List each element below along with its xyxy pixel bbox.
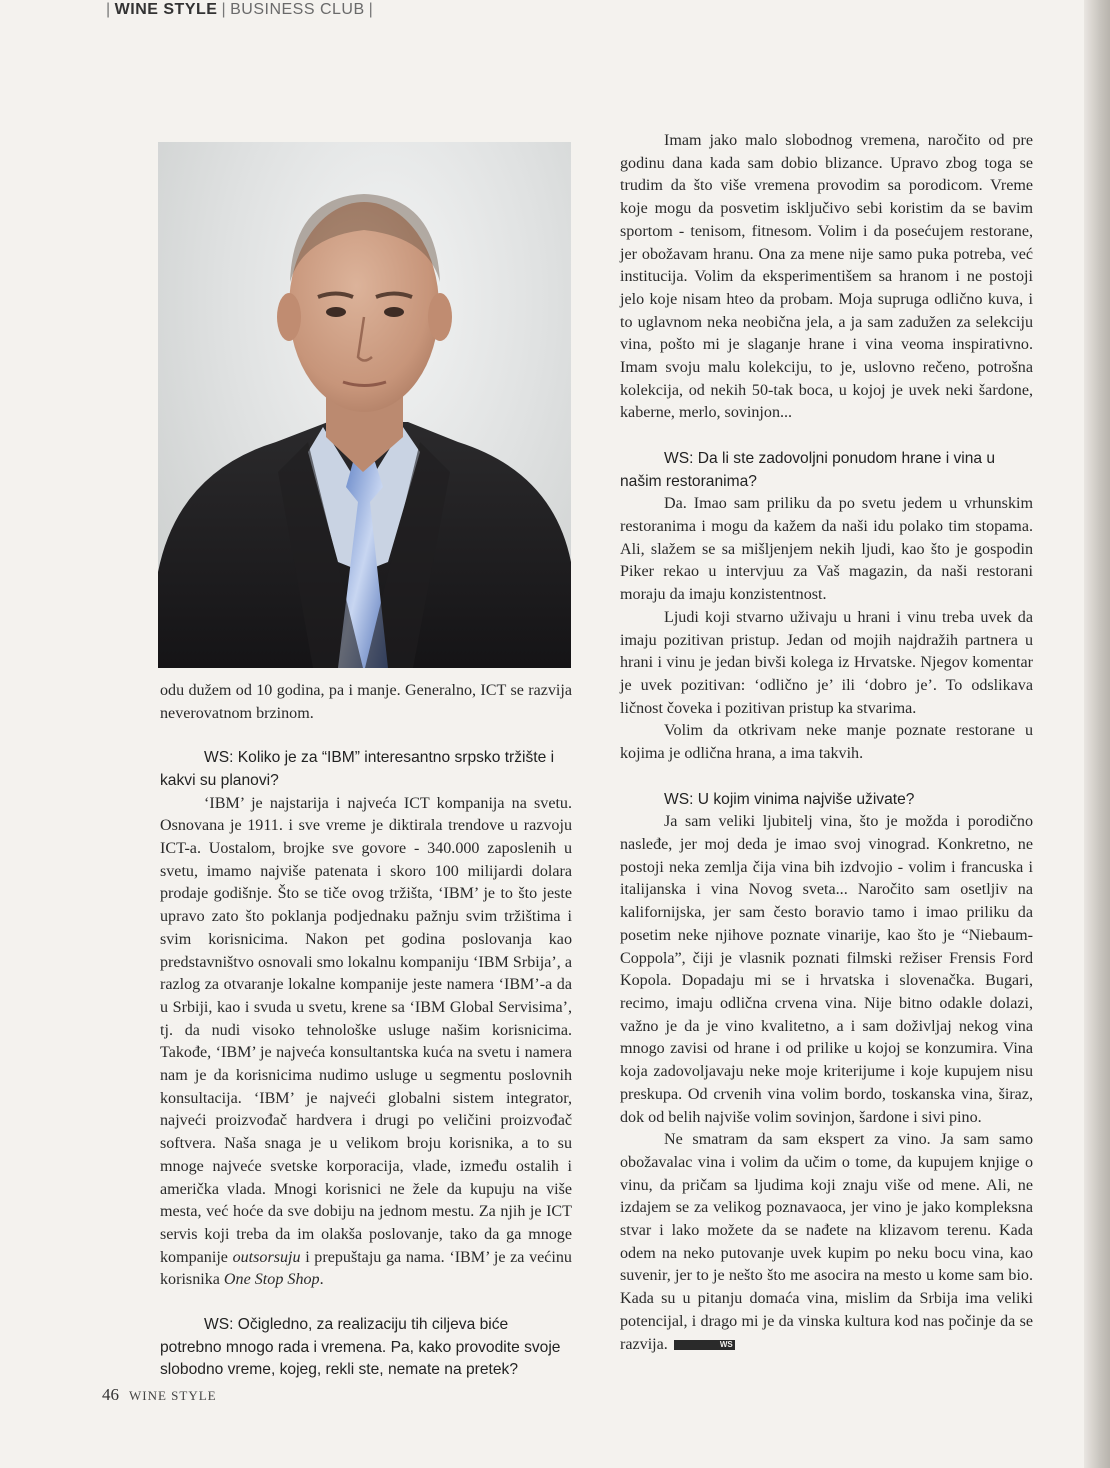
paragraph: Imam jako malo slobodnog vremena, naročito od pre godinu dana kada sam dobio blizance. Upravo zbog toga se trudim da što više vremena provodim sa porodicom. Vreme koje mogu da posvetim isključivo sebi koristim da se bavim sportom - tenisom, fitnesom. Volim i da posećujem restorane, jer obožavam hranu. Ona za mene nije samo puka potreba, već institucija. Volim da eksperimentišem sa hranom i ne postoji jelo koje nisam hteo da probam. Moja supruga odlično kuva, i to uglavnom neka neobična jela, a ja sam zadužen za selekciju vina, pošto mi je slaganje hrane i vina veoma inspirativno. Imam svoju malu kolekciju, to je, uslovno rečeno, potrošna kolekcija, od nekih 50-tak boca, u kojoj je uvek neki šardone, kaberne, merlo, sovinjon... <box>620 132 1033 422</box>
paragraph: Volim da otkrivam neke manje poznate restorane u kojima je odlična hrana, a ima takvih. <box>620 722 1033 763</box>
paragraph: Ljudi koji stvarno uživaju u hrani i vinu treba uvek da imaju pozitivan pristup. Jedan od mojih najdražih partnera u hrani i vinu je jedan bivši kolega iz Hrvatske. Njegov komentar je uvek pozitivan: ‘odlično je’ ili ‘dobro je’. To odslikava ličnost čoveka i pozitivan pristup ka stvarima. <box>620 608 1033 717</box>
page-footer <box>102 1385 217 1405</box>
paragraph: Ne smatram da sam ekspert za vino. Ja sam samo obožavalac vina i volim da učim o tome, da kupujem knjige o vinu, da pričam sa ljudima koji znaju više od mene. Ali, ne izdajem se za velikog poznavaoca, jer vino je jako kompleksna stvar i lako možete da se nađete na klizavom terenu. Kada odem na neko putovanje uvek kupim po neku bocu vina, kao suvenir, jer to je nešto što me asocira na mesto u kome sam bio. Kada su u pitanju domaća vina, mislim da Srbija ima veliki potencijal, i drago mi je da vinska kultura kod nas počinje da se razvija. WS <box>620 1131 1033 1353</box>
right-text-column <box>620 130 1033 1356</box>
paragraph: odu dužem od 10 godina, pa i manje. Generalno, ICT se razvija neverovatnom brzinom. <box>160 682 572 722</box>
paragraph: Da. Imao sam priliku da po svetu jedem u vrhunskim restoranima i mogu da kažem da naši idu polako tim stopama. Ali, slažem se sa mišljenjem nekih ljudi, kao što je gospodin Piker rekao u intervjuu za Vaš magazin, da naši restorani moraju da imaju konzistentnost. <box>620 495 1033 604</box>
page-edge-shadow <box>1084 0 1110 1468</box>
portrait-illustration <box>158 142 571 668</box>
end-mark-logo: WS <box>674 1340 735 1350</box>
paragraph: Ja sam veliki ljubitelj vina, što je možda i porodično nasleđe, jer moj deda je imao svoj vinograd. Konkretno, ne postoji neka zemlja čija vina bih izdvojio - volim i francuska i italijanska i vina Novog sveta... Naročito sam osetljiv na kalifornijska, jer sam često boravio tamo i imao priliku da posetim neke njihove poznate vinarije, kao što je “Niebaum-Coppola”, čiji je vlasnik poznati filmski režiser Frensis Ford Kopola. Dopadaju mi se i hrvatska i slovenačka. Bugari, recimo, imaju odlična crvena vina. Nije bitno odakle dolazi, važno je da je vino kvalitetno, a i sam doživljaj nekog vina mnogo zavisi od hrane i od prilike u kojoj se konzumira. Vina koja zadovoljavaju neke moje kriterijume i koje kupujem nisu preskupa. Od crvenih vina volim bordo, toskanska vina, širaz, dok od belih najviše volim sovinjon, šardone i sivi pino. <box>620 813 1033 1126</box>
interview-question: WS: Da li ste zadovoljni ponudom hrane i vina u našim restoranima? <box>620 450 996 490</box>
left-text-column <box>160 680 572 1382</box>
header-section: BUSINESS CLUB <box>230 1 365 18</box>
portrait-photo <box>158 142 571 668</box>
page-number: 46 <box>102 1385 119 1404</box>
header-brand: WINE STYLE <box>114 1 218 18</box>
paragraph: ‘IBM’ je najstarija i najveća ICT kompanija na svetu. Osnovana je 1911. i sve vreme je diktirala trendove u razvoju ICT-a. Uostalom, brojke sve govore - 340.000 zaposlenih u svetu, imamo najviše patenata i skoro 100 milijardi dolara prodaje godišnje. Što se tiče ovog tržišta, ‘IBM’ je to što jeste upravo zato što poklanja podjednaku pažnju svim tržištima i svim korisnicima. Nakon pet godina poslovanja kao predstavništvo osnovali smo lokalnu kompaniju ‘IBM Srbija’, a razlog za otvaranje lokalne kompanije jeste namera ‘IBM’-a da u Srbiji, kao i svuda u svetu, krene sa ‘IBM Global Servisima’, tj. da nudi visoko tehnološke usluge našim korisnicima. Takođe, ‘IBM’ je najveća konsultantska kuća na svetu i namera nam je da korisnicima nudimo usluge u segmentu poslovnih konsultacija. ‘IBM’ je najveći globalni sistem integrator, najveći proizvođač hardvera i drugi po veličini proizvođač softvera. Naša snaga je u velikom broju korisnika, a to su mnoge najveće svetske korporacija, vlade, između ostalih i američka vlada. Mnogi korisnici ne žele da kupuju na više mesta, već hoće da sve dobiju na jednom mestu. Za njih je ICT servis koji treba da im olakša poslovanje, tako da ga mnoge kompanije outsorsuju i prepuštaju ga nama. ‘IBM’ je za većinu korisnika One Stop Shop. <box>160 794 572 1289</box>
interview-question: WS: U kojim vinima najviše uživate? <box>664 790 915 808</box>
interview-question: WS: Koliko je za “IBM” interesantno srpsko tržište i kakvi su planovi? <box>160 749 555 789</box>
interview-question: WS: Očigledno, za realizaciju tih ciljeva biće potrebno mnogo rada i vremena. Pa, kako provodite svoje slobodno vreme, kojeg, rekli ste, nemate na pretek? <box>160 1316 561 1379</box>
page-header: | WINE STYLE | BUSINESS CLUB | <box>106 1 374 18</box>
footer-brand: WINE STYLE <box>129 1388 217 1403</box>
